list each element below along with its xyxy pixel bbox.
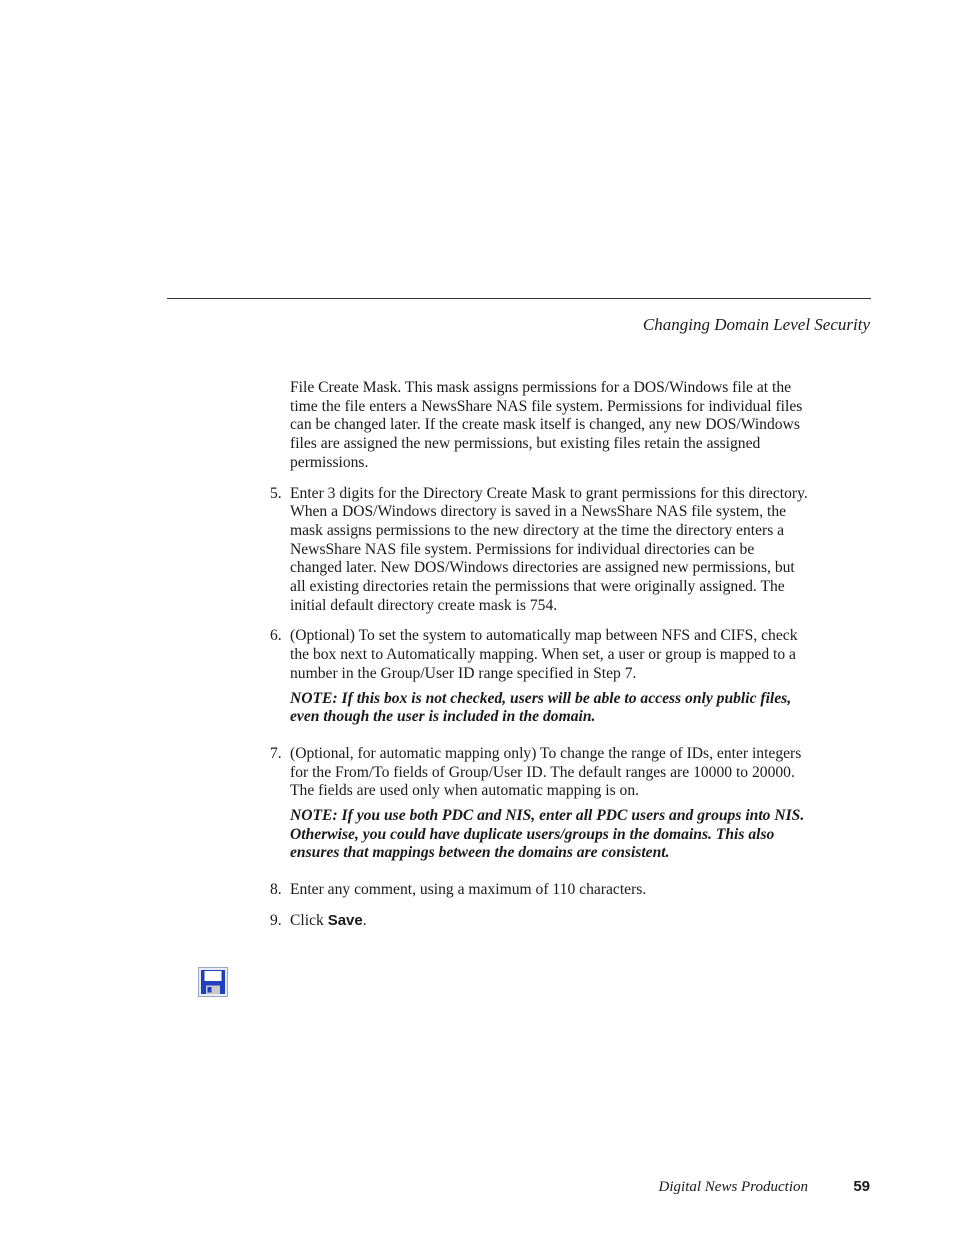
step-text-prefix: Click <box>290 911 328 929</box>
step-number: 5. <box>270 484 282 502</box>
step-number: 7. <box>270 744 282 762</box>
intro-paragraph: File Create Mask. This mask assigns permissions for a DOS/Windows file at the time the file enters a NewsShare NAS file system. Permissions for individual files can be changed later. If the create mask itself is changed, any new DOS/Windows files are assigned the new permissions, but existing files retain the assigned permissions. <box>290 379 803 471</box>
step-text: (Optional) To set the system to automatically map between NFS and CIFS, check the box next to Automatically mapping. When set, a user or group is mapped to a number in the Group/User ID range specified in Step 7. <box>290 627 798 682</box>
step-text: Enter 3 digits for the Directory Create Mask to grant permissions for this directory. When a DOS/Windows directory is saved in a NewsShare NAS file system, the mask assigns permissions to the new directory at the time the directory enters a NewsShare NAS file system. Permissions for individual directories can be changed later. New DOS/Windows directories are assigned new permissions, but all existing directories retain the permissions that were originally assigned. The initial default directory create mask is 754. <box>290 484 808 614</box>
step-number: 6. <box>270 627 282 645</box>
page-number: 59 <box>853 1178 870 1195</box>
step-text: (Optional, for automatic mapping only) To change the range of IDs, enter integers for the From/To fields of Group/User ID. The default ranges are 10000 to 20000. The fields are used only when automatic mapping is on. <box>290 744 802 800</box>
running-header: Changing Domain Level Security <box>642 315 870 334</box>
step-number: 8. <box>270 881 282 899</box>
step-7 <box>270 744 810 801</box>
step-text: Enter any comment, using a maximum of 110 characters. <box>290 881 647 899</box>
save-ui-label: Save <box>327 911 363 929</box>
step-number: 9. <box>270 911 282 929</box>
step-8 <box>270 881 810 900</box>
note-automatic-mapping: NOTE: If this box is not checked, users will be able to access only public files, even though the user is included in the domain. <box>290 689 792 726</box>
step-6 <box>270 627 810 683</box>
note-pdc-nis: NOTE: If you use both PDC and NIS, enter all PDC users and groups into NIS. Otherwise, you could have duplicate users/groups in the domains. This also ensures that mappings between the domains are consistent. <box>290 807 805 862</box>
page-body <box>270 379 810 943</box>
footer-book-title: Digital News Production <box>658 1179 808 1195</box>
step-5 <box>270 484 810 616</box>
step-text-suffix: . <box>362 911 367 929</box>
step-9 <box>270 911 810 931</box>
header-rule <box>167 298 871 299</box>
save-disk-icon <box>198 967 228 997</box>
